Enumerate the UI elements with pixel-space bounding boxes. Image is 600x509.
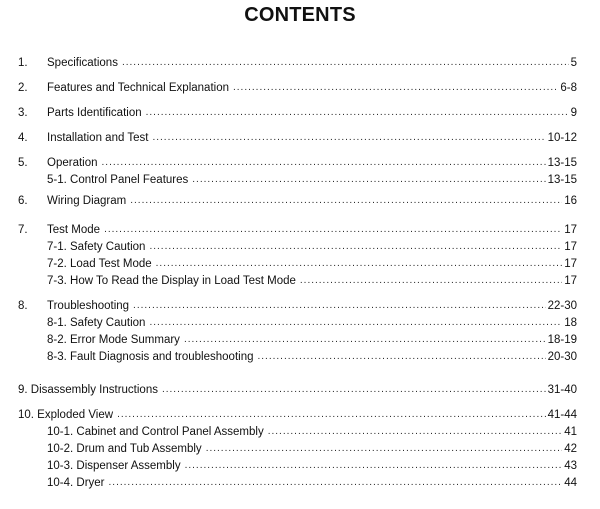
toc-entry-page: 13-15 — [547, 157, 577, 169]
toc-entry-number: 7. — [18, 224, 28, 236]
toc-entry-page: 31-40 — [547, 384, 577, 396]
toc-entry-label: Installation and Test — [47, 132, 149, 144]
toc-dot-leader — [184, 332, 546, 348]
toc-entry — [0, 332, 600, 348]
toc-entry-page: 17 — [564, 275, 577, 287]
toc-dot-leader — [122, 55, 569, 71]
toc-entry-row — [47, 424, 577, 440]
toc-dot-leader — [152, 130, 545, 146]
toc-entry-row — [47, 222, 577, 238]
toc-entry-label: Test Mode — [47, 224, 101, 236]
toc-entry — [0, 222, 600, 238]
toc-entry — [0, 256, 600, 272]
toc-entry-row — [47, 105, 577, 121]
toc-entry-label: Parts Identification — [47, 107, 142, 119]
toc-entry — [0, 273, 600, 289]
toc-entry-label: 10. Exploded View — [18, 409, 114, 421]
toc-entry-label: 10-4. Dryer — [47, 477, 105, 489]
toc-entry-page: 17 — [564, 224, 577, 236]
toc-dot-leader — [117, 407, 546, 423]
toc-dot-leader — [162, 382, 546, 398]
toc-entry-row — [47, 273, 577, 289]
toc-entry-number: 1. — [18, 57, 28, 69]
toc-entry-page: 43 — [564, 460, 577, 472]
toc-entry — [0, 458, 600, 474]
toc-entry-row — [47, 441, 577, 457]
toc-entry-label: 10-2. Drum and Tub Assembly — [47, 443, 202, 455]
toc-entry-label: 7-1. Safety Caution — [47, 241, 146, 253]
toc-entry — [0, 80, 600, 96]
toc-entry-page: 5 — [570, 57, 577, 69]
toc-entry-page: 17 — [564, 258, 577, 270]
toc-dot-leader — [149, 239, 562, 255]
toc-entry — [0, 130, 600, 146]
toc-entry-page: 18 — [564, 317, 577, 329]
toc-entry — [0, 155, 600, 171]
toc-entry-label: 10-1. Cabinet and Control Panel Assembly — [47, 426, 264, 438]
toc-entry — [0, 298, 600, 314]
toc-entry-row — [18, 407, 577, 423]
toc-entry-row — [47, 193, 577, 209]
page-title: CONTENTS — [244, 4, 356, 26]
toc-entry — [0, 105, 600, 121]
toc-entry — [0, 172, 600, 188]
toc-entry-row — [47, 315, 577, 331]
toc-dot-leader — [146, 105, 569, 121]
toc-entry — [0, 193, 600, 209]
toc-entry-row — [47, 349, 577, 365]
toc-entry-label: 7-3. How To Read the Display in Load Test Mode — [47, 275, 296, 287]
toc-entry-page: 44 — [564, 477, 577, 489]
toc-entry-label: 5-1. Control Panel Features — [47, 174, 189, 186]
toc-entry — [0, 315, 600, 331]
toc-entry-number: 4. — [18, 132, 28, 144]
toc-entry-row — [47, 130, 577, 146]
toc-entry — [0, 382, 600, 398]
toc-dot-leader — [300, 273, 562, 289]
toc-entry-page: 17 — [564, 241, 577, 253]
toc-entry-row — [47, 239, 577, 255]
toc-entry-page: 9 — [570, 107, 577, 119]
toc-entry-row — [47, 332, 577, 348]
toc-entry — [0, 424, 600, 440]
toc-dot-leader — [104, 222, 562, 238]
toc-entry-row — [47, 256, 577, 272]
toc-dot-leader — [185, 458, 563, 474]
toc-entry-page: 10-12 — [547, 132, 577, 144]
toc-entry-label: 8-2. Error Mode Summary — [47, 334, 180, 346]
toc-dot-leader — [130, 193, 562, 209]
toc-entry-row — [47, 55, 577, 71]
toc-entry — [0, 239, 600, 255]
toc-dot-leader — [109, 475, 563, 491]
toc-entry-page: 16 — [564, 195, 577, 207]
toc-entry-label: 7-2. Load Test Mode — [47, 258, 152, 270]
toc-entry-page: 41-44 — [547, 409, 577, 421]
toc-entry-row — [47, 458, 577, 474]
toc-entry-row — [47, 475, 577, 491]
toc-entry — [0, 55, 600, 71]
toc-dot-leader — [133, 298, 546, 314]
toc-entry — [0, 349, 600, 365]
toc-entry-label: Features and Technical Explanation — [47, 82, 229, 94]
toc-entry — [0, 441, 600, 457]
toc-entry-number: 2. — [18, 82, 28, 94]
toc-dot-leader — [149, 315, 562, 331]
toc-entry-number: 6. — [18, 195, 28, 207]
toc-dot-leader — [192, 172, 545, 188]
toc-entry-label: 8-1. Safety Caution — [47, 317, 146, 329]
toc-entry — [0, 475, 600, 491]
toc-entry-label: 10-3. Dispenser Assembly — [47, 460, 181, 472]
toc-entry-page: 18-19 — [547, 334, 577, 346]
toc-entry-label: Operation — [47, 157, 98, 169]
toc-dot-leader — [258, 349, 546, 365]
toc-entry-label: Wiring Diagram — [47, 195, 127, 207]
toc-entry — [0, 407, 600, 423]
toc-entry-number: 5. — [18, 157, 28, 169]
toc-entry-number: 8. — [18, 300, 28, 312]
toc-entry-page: 42 — [564, 443, 577, 455]
toc-entry-label: 9. Disassembly Instructions — [18, 384, 158, 396]
toc-entry-row — [47, 80, 577, 96]
toc-entry-page: 6-8 — [560, 82, 577, 94]
toc-entry-label: Specifications — [47, 57, 118, 69]
toc-dot-leader — [206, 441, 563, 457]
toc-entry-label: Troubleshooting — [47, 300, 130, 312]
toc-entry-page: 22-30 — [547, 300, 577, 312]
toc-entry-row — [47, 155, 577, 171]
toc-dot-leader — [156, 256, 563, 272]
toc-entry-page: 13-15 — [547, 174, 577, 186]
toc-entry-number: 3. — [18, 107, 28, 119]
toc-entry-label: 8-3. Fault Diagnosis and troubleshooting — [47, 351, 254, 363]
toc-dot-leader — [233, 80, 558, 96]
toc-dot-leader — [102, 155, 546, 171]
toc-entry-row — [18, 382, 577, 398]
toc-entry-page: 41 — [564, 426, 577, 438]
toc-entry-page: 20-30 — [547, 351, 577, 363]
toc-entry-row — [47, 298, 577, 314]
toc-entry-row — [47, 172, 577, 188]
toc-dot-leader — [268, 424, 562, 440]
